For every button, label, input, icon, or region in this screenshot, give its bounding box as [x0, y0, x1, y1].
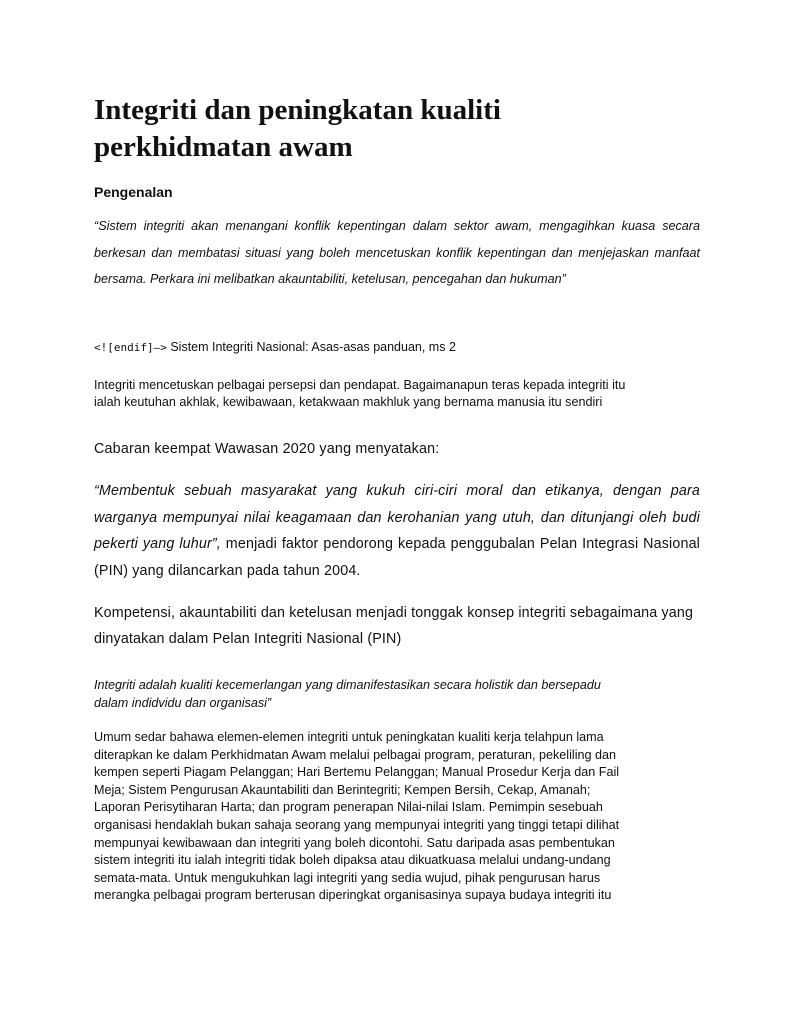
- vision-2020-intro: Cabaran keempat Wawasan 2020 yang menyatakan:: [94, 441, 440, 457]
- title-line-1: Integriti dan peningkatan kualiti: [94, 94, 501, 126]
- quote-line: Integriti adalah kualiti kecemerlangan yang dimanifestasikan secara holistik dan bersepadu: [94, 678, 601, 692]
- paragraph-line: diterapkan ke dalam Perkhidmatan Awam melalui pelbagai program, peraturan, pekeliling dan: [94, 747, 617, 762]
- vision-2020-quote-paragraph: [94, 478, 700, 584]
- paragraph-line: semata-mata. Untuk mengukuhkan lagi integriti yang sedia wujud, pihak pengurusan harus: [94, 870, 601, 885]
- section-heading: Pengenalan: [94, 184, 173, 200]
- paragraph-line: ialah keutuhan akhlak, kewibawaan, ketakwaan makhluk yang bernama manusia itu sendiri: [94, 395, 603, 409]
- paragraph-line: Integriti mencetuskan pelbagai persepsi dan pendapat. Bagaimanapun teras kepada integriti itu: [94, 378, 626, 392]
- vision-2020-rest: menjadi faktor pendorong kepada penggubalan Pelan Integrasi Nasional (PIN) yang dilancarkan pada tahun 2004.: [94, 536, 700, 579]
- integrity-system-quote: “Sistem integriti akan menangani konflik kepentingan dalam sektor awam, mengagihkan kuasa secara berkesan dan membatasi situasi yang boleh mencetuskan konflik kepentingan dan menjejaskan manfaat bersama. Perkara ini melibatkan akauntabiliti, ketelusan, pencegahan dan hukuman”: [94, 219, 700, 286]
- document-title: [94, 92, 700, 166]
- title-line-2: perkhidmatan awam: [94, 131, 353, 163]
- vision-2020-quote: “Membentuk sebuah masyarakat yang kukuh ciri-ciri moral dan etikanya, dengan para warganya mempunyai nilai keagamaan dan kerohanian yang utuh, dan ditunjangi oleh budi pekerti yang luhur”,: [94, 483, 700, 552]
- paragraph-line: merangka pelbagai program berterusan diperingkat organisasinya supaya budaya integriti itu: [94, 888, 612, 903]
- quote-line: dalam indidvidu dan organisasi”: [94, 695, 272, 710]
- integrity-elements-paragraph: [94, 729, 700, 905]
- paragraph-line: kempen seperti Piagam Pelanggan; Hari Bertemu Pelanggan; Manual Prosedur Kerja dan Fail: [94, 765, 620, 780]
- paragraph-line: Meja; Sistem Pengurusan Akauntabiliti dan Berintegriti; Kempen Bersih, Cekap, Amanah;: [94, 782, 591, 797]
- footnote-marker: <![endif]–>: [94, 341, 167, 354]
- integrity-perception-paragraph: [94, 377, 700, 411]
- footnote-text: Sistem Integriti Nasional: Asas-asas panduan, ms 2: [166, 340, 456, 354]
- paragraph-line: organisasi hendaklah bukan sahaja seorang yang mempunyai integriti yang tinggi tetapi dilihat: [94, 817, 620, 832]
- paragraph-line: sistem integriti itu ialah integriti tidak boleh dipaksa atau dikuatkuasa melalui undang-undang: [94, 853, 611, 868]
- paragraph-line: Laporan Perisytiharan Harta; dan program penerapan Nilai-nilai Islam. Pemimpin sesebuah: [94, 800, 603, 815]
- paragraph-line: mempunyai kewibawaan dan integriti yang boleh dicontohi. Satu daripada asas pembentukan: [94, 835, 615, 850]
- footnote: [94, 338, 456, 357]
- integrity-definition-quote: [94, 677, 700, 712]
- competency-paragraph: Kompetensi, akauntabiliti dan ketelusan menjadi tonggak konsep integriti sebagaimana yang dinyatakan dalam Pelan Integriti Nasional (PIN): [94, 605, 694, 647]
- paragraph-line: Umum sedar bahawa elemen-elemen integriti untuk peningkatan kualiti kerja telahpun lama: [94, 730, 604, 744]
